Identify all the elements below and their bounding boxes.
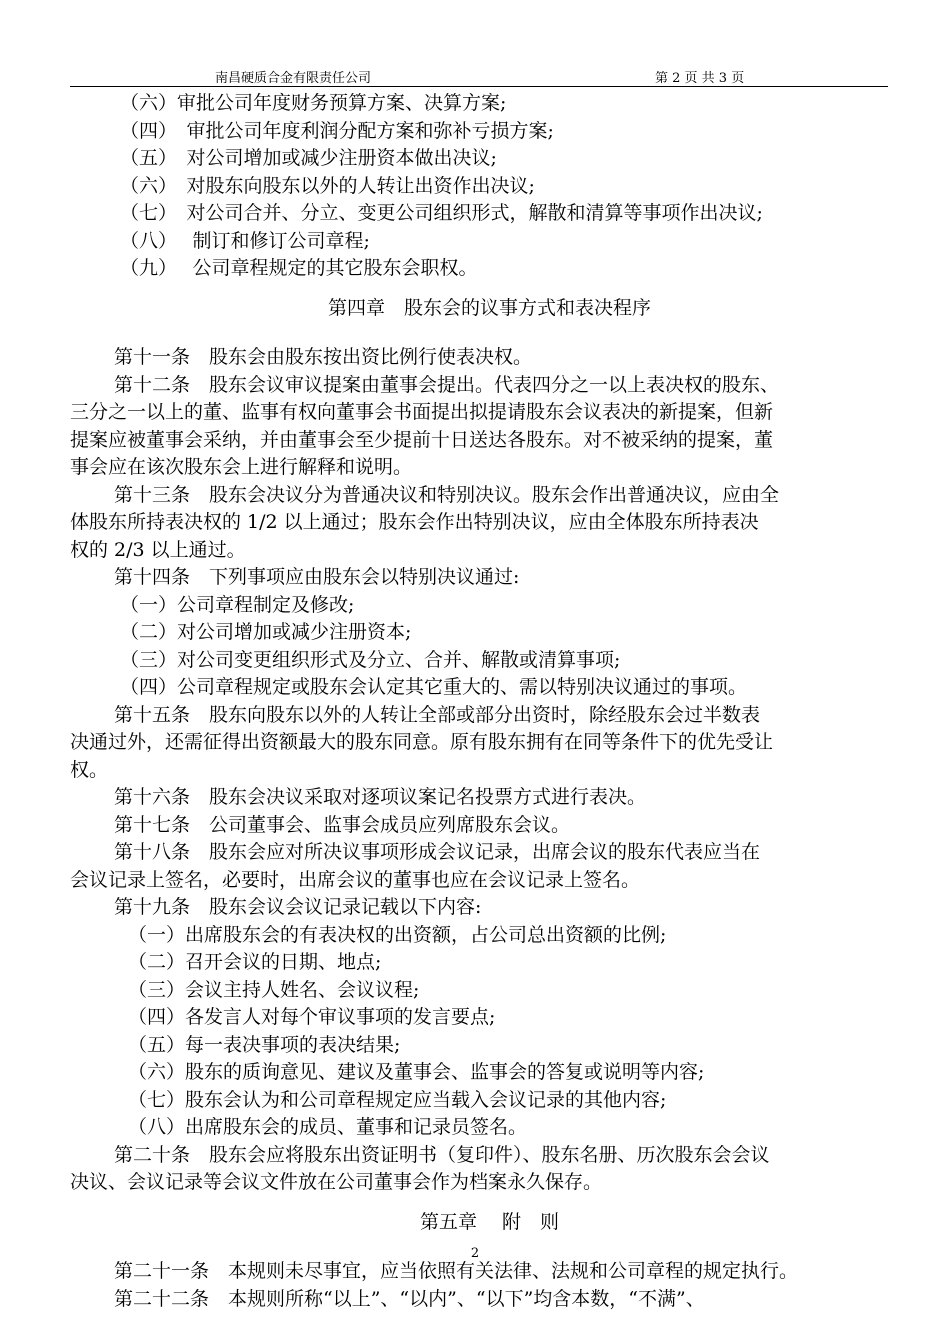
article-12-line: 事会应在该次股东会上进行解释和说明。	[70, 456, 413, 478]
chapter-4-heading: 第四章 股东会的议事方式和表决程序	[328, 296, 652, 319]
list-item: （四）公司章程规定或股东会认定其它重大的、需以特别决议通过的事项。	[120, 676, 748, 698]
list-item: （八） 制订和修订公司章程;	[120, 229, 370, 252]
list-item: （二）对公司增加或减少注册资本;	[120, 621, 412, 643]
document-body	[70, 90, 900, 1313]
page-header	[70, 66, 888, 87]
list-item: （七）股东会认为和公司章程规定应当载入会议记录的其他内容;	[128, 1088, 667, 1111]
list-item: （六）审批公司年度财务预算方案、决算方案;	[120, 92, 507, 114]
article-19: 第十九条 股东会议会议记录记载以下内容:	[114, 896, 482, 918]
article-20-line: 决议、会议记录等会议文件放在公司董事会作为档案永久保存。	[70, 1171, 603, 1193]
article-22: 第二十二条 本规则所称“以上”、“以内”、“以下”均含本数，“不满”、	[114, 1287, 705, 1310]
article-13-line: 权的 2/3 以上通过。	[70, 538, 246, 561]
article-14: 第十四条 下列事项应由股东会以特别决议通过:	[114, 566, 520, 588]
article-17: 第十七条 公司董事会、监事会成员应列席股东会议。	[114, 813, 571, 836]
company-name: 南昌硬质合金有限责任公司	[215, 71, 372, 86]
list-item: （六）股东的质询意见、建议及董事会、监事会的答复或说明等内容;	[128, 1061, 705, 1083]
article-13-line: 体股东所持表决权的 1/2 以上通过；股东会作出特别决议，应由全体股东所持表决	[70, 511, 759, 533]
article-15: 第十五条 股东向股东以外的人转让全部或部分出资时，除经股东会过半数表	[114, 703, 761, 726]
article-16: 第十六条 股东会决议采取对逐项议案记名投票方式进行表决。	[114, 786, 647, 808]
list-item: （九） 公司章程规定的其它股东会职权。	[120, 257, 478, 279]
article-13: 第十三条 股东会决议分为普通决议和特别决议。股东会作出普通决议，应由全	[114, 483, 780, 506]
article-12: 第十二条 股东会议审议提案由董事会提出。代表四分之一以上表决权的股东、	[114, 373, 780, 396]
article-20: 第二十条 股东会应将股东出资证明书（复印件）、股东名册、历次股东会会议	[114, 1143, 770, 1166]
article-11: 第十一条 股东会由股东按出资比例行使表决权。	[114, 346, 533, 368]
list-item: （四）各发言人对每个审议事项的发言要点;	[128, 1006, 496, 1028]
article-15-line: 决通过外，还需征得出资额最大的股东同意。原有股东拥有在同等条件下的优先受让	[70, 731, 774, 753]
article-21: 第二十一条 本规则未尽事宜，应当依照有关法律、法规和公司章程的规定执行。	[114, 1260, 799, 1282]
chapter-5-heading: 第五章 附 则	[420, 1210, 560, 1233]
article-18: 第十八条 股东会应对所决议事项形成会议记录，出席会议的股东代表应当在	[114, 841, 761, 863]
list-item: （八）出席股东会的成员、董事和记录员签名。	[128, 1116, 528, 1138]
article-18-line: 会议记录上签名，必要时，出席会议的董事也应在会议记录上签名。	[70, 868, 641, 891]
list-item: （三）会议主持人姓名、会议议程;	[128, 978, 420, 1001]
article-12-line: 提案应被董事会采纳，并由董事会至少提前十日送达各股东。对不被采纳的提案，董	[70, 428, 774, 451]
list-item: （六） 对股东向股东以外的人转让出资作出决议;	[120, 174, 535, 197]
page-number: 2	[470, 1246, 480, 1261]
list-item: （五） 对公司增加或减少注册资本做出决议;	[120, 147, 497, 169]
list-item: （四） 审批公司年度利润分配方案和弥补亏损方案;	[120, 119, 554, 142]
article-15-line: 权。	[70, 758, 109, 781]
list-item: （五）每一表决事项的表决结果;	[128, 1033, 401, 1056]
list-item: （一）出席股东会的有表决权的出资额，占公司总出资额的比例;	[128, 923, 667, 946]
page-info: 第 2 页 共 3 页	[655, 71, 745, 86]
article-12-line: 三分之一以上的董、监事有权向董事会书面提出拟提请股东会议表决的新提案，但新	[70, 401, 774, 423]
list-item: （七） 对公司合并、分立、变更公司组织形式，解散和清算等事项作出决议;	[120, 202, 763, 224]
list-item: （三）对公司变更组织形式及分立、合并、解散或清算事项;	[120, 648, 621, 671]
list-item: （二）召开会议的日期、地点;	[128, 951, 382, 973]
list-item: （一）公司章程制定及修改;	[120, 593, 355, 616]
